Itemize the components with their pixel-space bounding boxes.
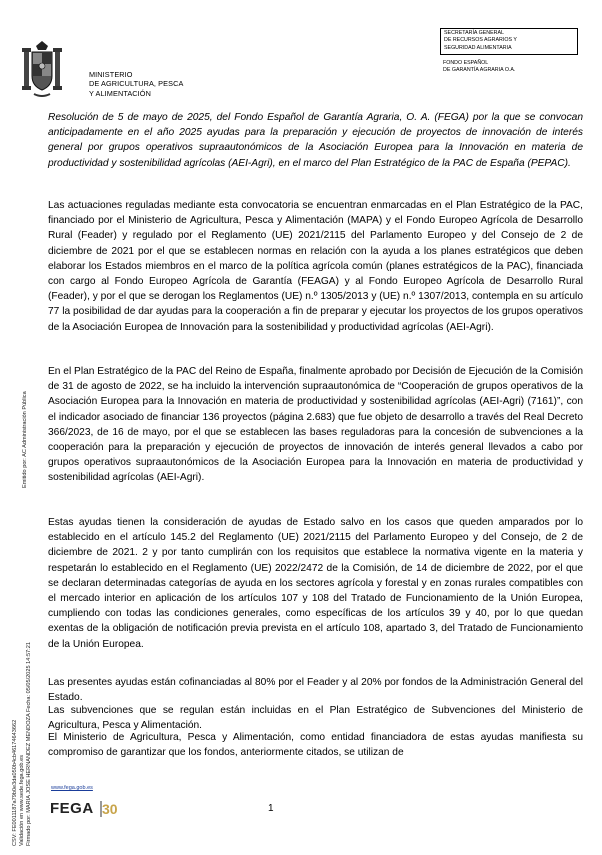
logo-text: FEGA (50, 800, 94, 817)
body-paragraph: El Ministerio de Agricultura, Pesca y Alimentación, como entidad financiadora de estas ayudas manifiesta su compromiso de garantizar que los fondos, anteriormente citados, se utilizan de (48, 732, 583, 759)
ministry-line: MINISTERIO (89, 70, 133, 79)
validation-note: Validación en www.sede.fega.gob.es (19, 754, 25, 846)
secretariat-line: DE RECURSOS AGRARIOS Y (444, 37, 517, 44)
fund-line: DE GARANTÍA AGRARIA O.A. (443, 67, 516, 74)
coat-of-arms-icon (22, 40, 62, 100)
secretariat-line: SECRETARÍA GENERAL (444, 30, 504, 36)
fund-line: FONDO ESPAÑOL (443, 60, 489, 66)
ministry-name (89, 70, 183, 98)
body-paragraph: Estas ayudas tienen la consideración de ayudas de Estado salvo en los casos que queden amparados por lo establecido en el artículo 145.2 del Reglamento (UE) 2021/2115 del Parlamento Europeo y del Consejo, de 2 de diciembre de 2021. 2 y por tanto cumplirán con los requisitos que establece la normativa vigente en la materia y respetarán lo establecido en el Reglamento (UE) 2022/2472 de la Comisión, de 14 de diciembre de 2022, por el que se declaran determinadas categorías de ayuda en los sectores agrícola y forestal y en zonas rurales compatibles con el mercado interior en aplicación de los artículos 107 y 108 del Tratado de Funcionamiento de la Unión Europea, cumpliendo con todas las condiciones generales, como específicas de los artículos 39 y 40, por lo que quedan exentas de la obligación de notificación previa prevista en el artículo 108, apartado 3, del Tratado de Funcionamiento de la Unión Europea. (48, 517, 583, 650)
ministry-line: Y ALIMENTACIÓN (89, 88, 151, 98)
signature-note: Firmado por: MARIA JOSE HERNANDEZ MENDOZA Fecha: 05/05/2025 14:57:21 (26, 642, 32, 846)
fund-name (443, 60, 515, 75)
page-number: 1 (268, 803, 274, 814)
resolution-title: Resolución de 5 de mayo de 2025, del Fondo Español de Garantía Agraria, O. A. (FEGA) por la que se convocan anticipadamente en el año 2025 ayudas para la preparación y ejecución de proyectos de innovación de interés general por grupos operativos supraautonómicos de la Asociación Europea para la Innovación en materia de productividad y sostenibilidad agrícolas (AEI-Agri), en el marco del Plan Estratégico de la PAC de España (PEPAC). (48, 112, 583, 169)
body-paragraph: Las subvenciones que se regulan están incluidas en el Plan Estratégico de Subvenciones del Ministerio de Agricultura, Pesca y Alimentación. (48, 705, 583, 732)
csv-code: CSV: FE0011187a79b0e3da050b4cb46174643662 (12, 719, 18, 846)
ministry-line: DE AGRICULTURA, PESCA (89, 79, 184, 89)
issuer-note: Emitido por: AC Administración Pública (22, 391, 28, 488)
secretariat-box (440, 28, 578, 55)
body-paragraph: En el Plan Estratégico de la PAC del Reino de España, finalmente aprobado por Decisión de Ejecución de la Comisión de 31 de agosto de 2022, se ha incluido la intervención supraautonómica de “Cooperación de grupos operativos de la Asociación Europea para la Innovación en materia de productividad y sostenibilidad agrícolas (AEI-Agri) (7161)”, con el indicador asociado de financiar 136 proyectos (página 2.683) que fue objeto de desarrollo a través del Real Decreto 366/2023, de 16 de mayo, por el que se establecen las bases reguladoras para la concesión de subvenciones a la cooperación para la preparación y ejecución de proyectos de innovación de interés general llevados a cabo por grupos operativos supraautonómicos de la Asociación Europea para la Innovación en materia de productividad y sostenibilidad agrícolas (AEI-Agri). (48, 366, 583, 484)
body-paragraph: Las presentes ayudas están cofinanciadas al 80% por el Feader y al 20% por fondos de la Administración General del Estado. (48, 677, 583, 704)
website-link[interactable]: www.fega.gob.es (51, 785, 93, 791)
logo-anniversary: 30 (102, 801, 118, 817)
secretariat-line: SEGURIDAD ALIMENTARIA (444, 44, 512, 51)
fega-logo (50, 799, 134, 821)
body-paragraph: Las actuaciones reguladas mediante esta convocatoria se encuentran enmarcadas en el Plan Estratégico de la PAC, financiado por el Ministerio de Agricultura, Pesca y Alimentación (MAPA) y el Fondo Europeo Agrícola de Desarrollo Rural (Feader) y regulado por el Reglamento (UE) 2021/2115 del Parlamento Europeo y del Consejo de 2 de diciembre de 2021 por el que se establecen normas en relación con la ayuda a los planes estratégicos que deben elaborar los Estados miembros en el marco de la política agrícola común (planes estratégicos de la PAC), financiada con cargo al Fondo Europeo Agrícola de Garantía (FEAGA) y al Fondo Europeo Agrícola de Desarrollo Rural (Feader), y por el que se derogan los Reglamentos (UE) n.º 1305/2013 y (UE) n.º 1307/2013, contempla en su artículo 77 la posibilidad de dar ayudas para la cooperación a fin de preparar y ejecutar los proyectos de los grupos operativos de la Asociación Europea de Innovación para la sostenibilidad y productividad agrícolas (AEI-Agri). (48, 200, 583, 333)
